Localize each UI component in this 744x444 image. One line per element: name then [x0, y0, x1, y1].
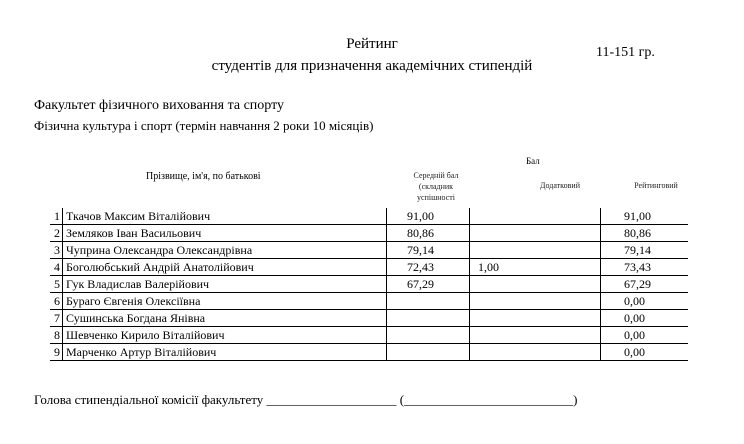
average-score [387, 293, 470, 310]
row-number: 8 [50, 327, 63, 344]
spacer-cell [601, 242, 619, 259]
average-score: 67,29 [387, 276, 470, 293]
average-score: 91,00 [387, 208, 470, 225]
additional-score [470, 310, 601, 327]
table-row [50, 208, 688, 225]
table-row [50, 225, 688, 242]
rating-score: 0,00 [618, 327, 688, 344]
rating-score: 0,00 [618, 293, 688, 310]
row-number: 1 [50, 208, 63, 225]
row-number: 4 [50, 259, 63, 276]
spacer-cell [601, 344, 619, 361]
spacer-cell [601, 276, 619, 293]
col-header-rating: Рейтинговий [634, 181, 678, 190]
col-header-avg-line3: успішності [417, 193, 455, 202]
rating-score: 0,00 [618, 344, 688, 361]
student-name: Чуприна Олександра Олександрівна [63, 242, 387, 259]
row-number: 3 [50, 242, 63, 259]
row-number: 7 [50, 310, 63, 327]
col-header-additional: Додатковий [540, 181, 580, 190]
rating-score: 80,86 [618, 225, 688, 242]
additional-score [470, 208, 601, 225]
average-score: 72,43 [387, 259, 470, 276]
spacer-cell [601, 310, 619, 327]
table-row [50, 276, 688, 293]
additional-score: 1,00 [470, 259, 601, 276]
table-row [50, 310, 688, 327]
col-header-avg-line1: Середній бал [413, 171, 459, 180]
group-label: 11-151 гр. [596, 45, 655, 60]
footer-signature-line: Голова стипендіальної комісії факультету ____________________ (__________________________) [34, 392, 578, 407]
document-title: Рейтинг [346, 36, 398, 52]
average-score [387, 344, 470, 361]
table-row [50, 344, 688, 361]
student-name: Шевченко Кирило Віталійович [63, 327, 387, 344]
table-row [50, 293, 688, 310]
spacer-cell [601, 225, 619, 242]
student-name: Земляков Іван Васильович [63, 225, 387, 242]
specialty-name: Фізична культура і спорт (термін навчання 2 роки 10 місяців) [34, 118, 374, 133]
spacer-cell [601, 208, 619, 225]
rating-score: 91,00 [618, 208, 688, 225]
rating-table [50, 208, 688, 361]
student-name: Бураго Євгенія Олексіївна [63, 293, 387, 310]
col-header-score: Бал [526, 156, 540, 166]
additional-score [470, 225, 601, 242]
average-score: 79,14 [387, 242, 470, 259]
student-name: Марченко Артур Віталійович [63, 344, 387, 361]
rating-score: 79,14 [618, 242, 688, 259]
rating-score: 67,29 [618, 276, 688, 293]
col-header-avg-line2: (складник [418, 182, 454, 191]
additional-score [470, 293, 601, 310]
row-number: 6 [50, 293, 63, 310]
additional-score [470, 242, 601, 259]
row-number: 2 [50, 225, 63, 242]
table-row [50, 327, 688, 344]
average-score [387, 327, 470, 344]
row-number: 9 [50, 344, 63, 361]
additional-score [470, 327, 601, 344]
average-score: 80,86 [387, 225, 470, 242]
additional-score [470, 276, 601, 293]
faculty-name: Факультет фізичного виховання та спорту [34, 98, 285, 113]
spacer-cell [601, 327, 619, 344]
student-name: Сушинська Богдана Янівна [63, 310, 387, 327]
col-header-name: Прізвище, ім'я, по батькові [146, 171, 261, 182]
rating-score: 0,00 [618, 310, 688, 327]
table-row [50, 242, 688, 259]
table-row [50, 259, 688, 276]
additional-score [470, 344, 601, 361]
row-number: 5 [50, 276, 63, 293]
spacer-cell [601, 259, 619, 276]
student-name: Боголюбський Андрій Анатолійович [63, 259, 387, 276]
average-score [387, 310, 470, 327]
student-name: Ткачов Максим Віталійович [63, 208, 387, 225]
spacer-cell [601, 293, 619, 310]
rating-score: 73,43 [618, 259, 688, 276]
document-subtitle: студентів для призначення академічних стипендій [211, 58, 533, 74]
student-name: Гук Владислав Валерійович [63, 276, 387, 293]
